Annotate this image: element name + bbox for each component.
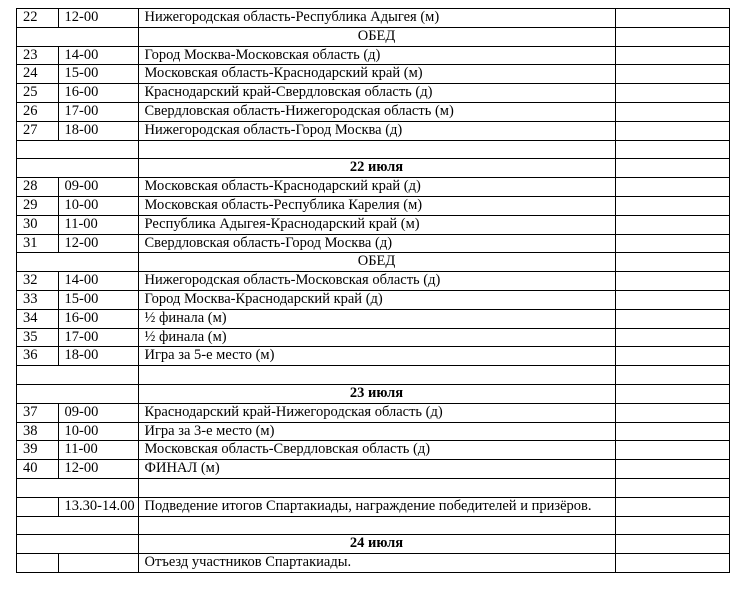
match-time: 11-00 [58,215,138,234]
empty-cell [615,178,729,197]
empty-cell [17,159,139,178]
match-time: 17-00 [58,328,138,347]
empty-cell [17,366,139,385]
match-time: 18-00 [58,121,138,140]
empty-cell [17,253,139,272]
match-number: 34 [17,309,59,328]
date-header: 23 июля [138,384,615,403]
empty-cell [615,196,729,215]
date-header: 24 июля [138,535,615,554]
schedule-row [17,554,730,573]
match-time: 15-00 [58,290,138,309]
empty-cell [615,159,729,178]
empty-cell [615,328,729,347]
empty-cell [615,9,729,28]
match-event: Нижегородская область-Город Москва (д) [138,121,615,140]
empty-cell [615,46,729,65]
blank-row [17,140,730,159]
break-label: ОБЕД [138,253,615,272]
match-number: 33 [17,290,59,309]
empty-cell [615,497,729,516]
match-event: Московская область-Краснодарский край (м) [138,65,615,84]
match-number: 38 [17,422,59,441]
empty-cell [615,102,729,121]
schedule-row [17,46,730,65]
schedule-row [17,102,730,121]
empty-cell [615,290,729,309]
schedule-row [17,65,730,84]
match-number: 39 [17,441,59,460]
match-time: 16-00 [58,84,138,103]
break-row [17,253,730,272]
match-event: Город Москва-Краснодарский край (д) [138,290,615,309]
empty-cell [17,535,139,554]
match-number: 23 [17,46,59,65]
schedule-row [17,347,730,366]
schedule-row [17,497,730,516]
empty-cell [615,403,729,422]
match-event: Отъезд участников Спартакиады. [138,554,615,573]
empty-cell [615,347,729,366]
match-event: Город Москва-Московская область (д) [138,46,615,65]
match-time: 13.30-14.00 [58,497,138,516]
match-time: 10-00 [58,196,138,215]
empty-cell [615,140,729,159]
schedule-row [17,121,730,140]
match-event: ½ финала (м) [138,328,615,347]
match-event: Свердловская область-Город Москва (д) [138,234,615,253]
match-time: 17-00 [58,102,138,121]
blank-row [17,366,730,385]
match-number [17,554,59,573]
empty-cell [615,65,729,84]
match-number: 40 [17,460,59,479]
blank-row [17,478,730,497]
match-event: Игра за 3-е место (м) [138,422,615,441]
match-time: 12-00 [58,9,138,28]
schedule-row [17,290,730,309]
match-event: Московская область-Республика Карелия (м) [138,196,615,215]
match-number: 36 [17,347,59,366]
date-header-row [17,159,730,178]
match-time: 12-00 [58,460,138,479]
match-number: 25 [17,84,59,103]
schedule-row [17,215,730,234]
empty-cell [615,121,729,140]
match-event: Игра за 5-е место (м) [138,347,615,366]
schedule-row [17,9,730,28]
empty-cell [17,384,139,403]
match-number: 24 [17,65,59,84]
match-number: 35 [17,328,59,347]
schedule-table [16,8,730,573]
match-event: Республика Адыгея-Краснодарский край (м) [138,215,615,234]
match-event: Московская область-Краснодарский край (д) [138,178,615,197]
empty-cell [138,366,615,385]
empty-cell [615,215,729,234]
schedule-row [17,234,730,253]
empty-cell [615,441,729,460]
schedule-row [17,328,730,347]
schedule-row [17,403,730,422]
match-event: Нижегородская область-Московская область (д) [138,272,615,291]
empty-cell [138,140,615,159]
match-event: Подведение итогов Спартакиады, награждение победителей и призёров. [138,497,615,516]
schedule-row [17,422,730,441]
match-event: Свердловская область-Нижегородская область (м) [138,102,615,121]
schedule-row [17,441,730,460]
match-number [17,497,59,516]
empty-cell [615,554,729,573]
date-header: 22 июля [138,159,615,178]
schedule-row [17,178,730,197]
schedule-row [17,196,730,215]
empty-cell [615,272,729,291]
match-time: 14-00 [58,272,138,291]
empty-cell [615,253,729,272]
match-time: 16-00 [58,309,138,328]
match-event: ½ финала (м) [138,309,615,328]
match-number: 28 [17,178,59,197]
empty-cell [615,234,729,253]
match-number: 29 [17,196,59,215]
empty-cell [615,422,729,441]
match-number: 30 [17,215,59,234]
empty-cell [615,478,729,497]
match-event: Нижегородская область-Республика Адыгея (м) [138,9,615,28]
match-time: 14-00 [58,46,138,65]
match-time: 15-00 [58,65,138,84]
match-time: 18-00 [58,347,138,366]
break-label: ОБЕД [138,27,615,46]
empty-cell [17,140,139,159]
match-number: 22 [17,9,59,28]
match-number: 31 [17,234,59,253]
empty-cell [615,27,729,46]
empty-cell [615,535,729,554]
schedule-row [17,309,730,328]
match-event: Московская область-Свердловская область (д) [138,441,615,460]
match-time: 11-00 [58,441,138,460]
schedule-row [17,272,730,291]
empty-cell [138,516,615,535]
match-number: 27 [17,121,59,140]
empty-cell [17,478,139,497]
schedule-row [17,84,730,103]
empty-cell [615,366,729,385]
match-event: Краснодарский край-Свердловская область (д) [138,84,615,103]
match-time: 09-00 [58,403,138,422]
match-time: 12-00 [58,234,138,253]
empty-cell [17,27,139,46]
empty-cell [615,516,729,535]
empty-cell [615,309,729,328]
match-event: Краснодарский край-Нижегородская область (д) [138,403,615,422]
schedule-body [17,9,730,573]
empty-cell [615,84,729,103]
match-number: 26 [17,102,59,121]
empty-cell [138,478,615,497]
empty-cell [17,516,139,535]
blank-row [17,516,730,535]
date-header-row [17,384,730,403]
schedule-row [17,460,730,479]
match-time: 10-00 [58,422,138,441]
empty-cell [615,460,729,479]
match-time [58,554,138,573]
match-time: 09-00 [58,178,138,197]
match-number: 37 [17,403,59,422]
date-header-row [17,535,730,554]
match-event: ФИНАЛ (м) [138,460,615,479]
empty-cell [615,384,729,403]
break-row [17,27,730,46]
match-number: 32 [17,272,59,291]
